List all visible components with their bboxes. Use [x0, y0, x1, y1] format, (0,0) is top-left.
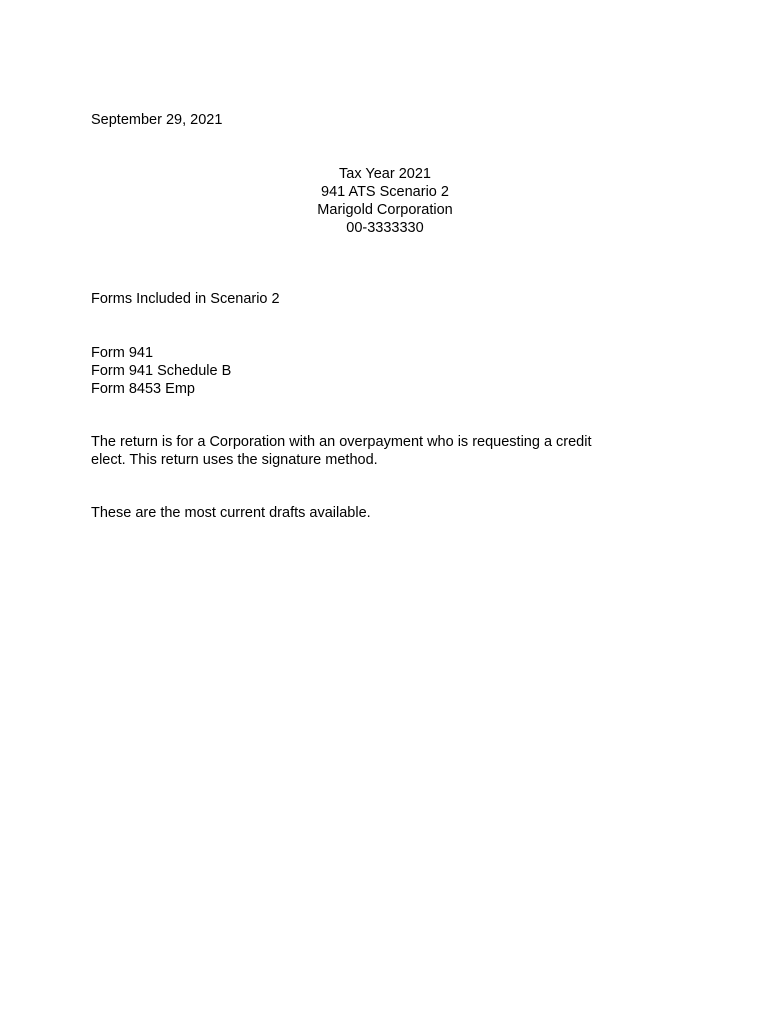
document-heading: [0, 165, 770, 237]
company-name-line: Marigold Corporation: [317, 202, 453, 218]
scenario-line: 941 ATS Scenario 2: [321, 184, 449, 200]
forms-included-title: Forms Included in Scenario 2: [91, 291, 280, 307]
forms-list: [91, 344, 231, 398]
return-description: [91, 433, 651, 469]
description-line: elect. This return uses the signature method.: [91, 452, 378, 468]
description-line: The return is for a Corporation with an overpayment who is requesting a credit: [91, 434, 592, 450]
ein-line: 00-3333330: [346, 220, 424, 236]
form-list-item: Form 941 Schedule B: [91, 363, 232, 379]
tax-year-line: Tax Year 2021: [339, 166, 431, 182]
form-list-item: Form 941: [91, 345, 154, 361]
document-date: September 29, 2021: [91, 112, 223, 128]
drafts-note: These are the most current drafts available.: [91, 505, 371, 521]
form-list-item: Form 8453 Emp: [91, 381, 195, 397]
